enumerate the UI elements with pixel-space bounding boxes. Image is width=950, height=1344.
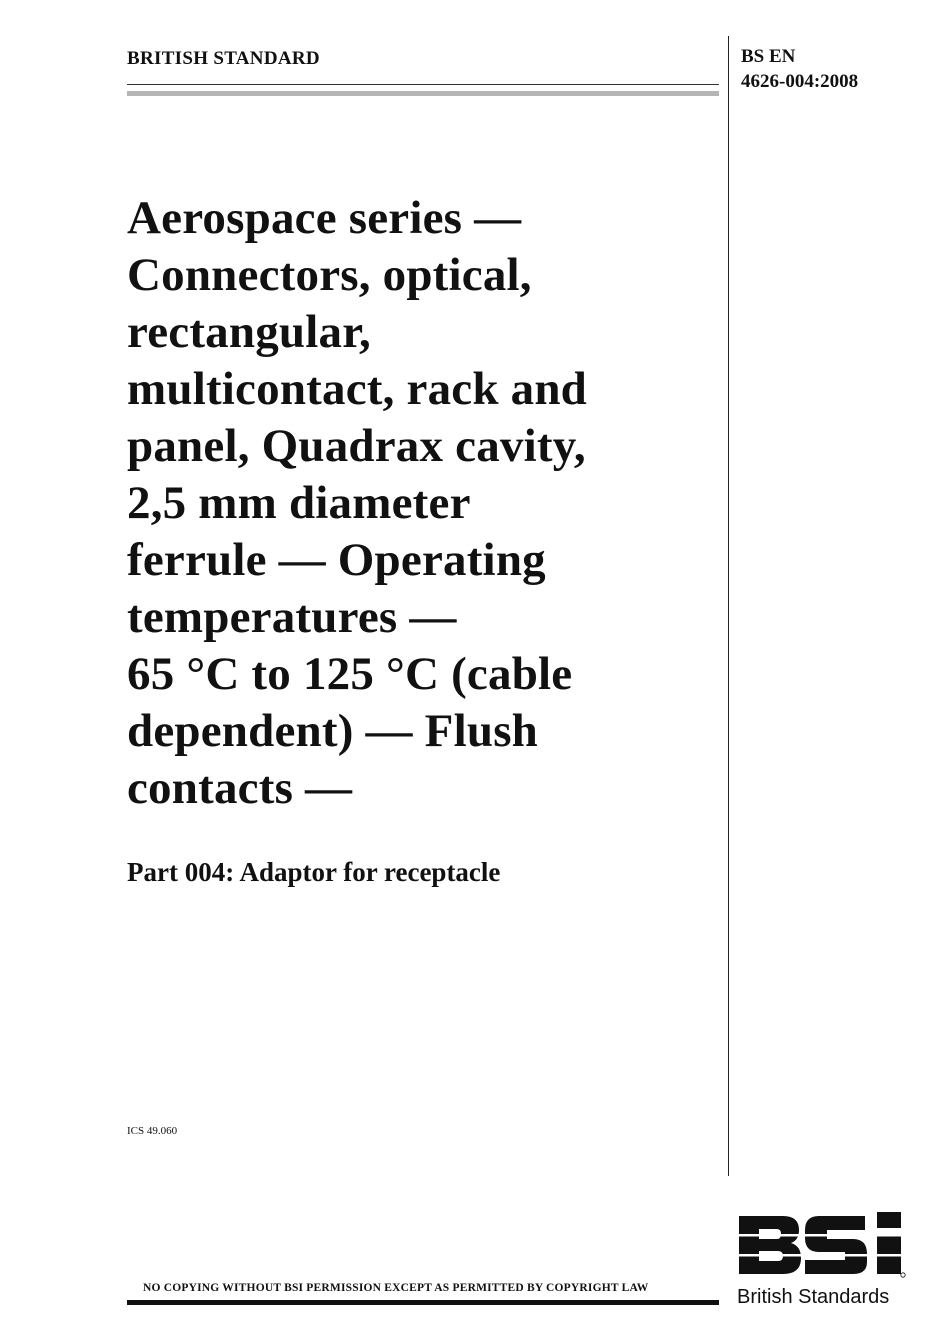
standard-number: [741, 44, 858, 94]
title-line: Connectors, optical,: [127, 249, 532, 301]
header-rule-thick: [127, 91, 719, 96]
vertical-divider: [728, 36, 729, 1176]
main-title: [127, 190, 717, 817]
title-line: Aerospace series —: [127, 192, 522, 244]
copyright-notice: NO COPYING WITHOUT BSI PERMISSION EXCEPT AS PERMITTED BY COPYRIGHT LAW: [143, 1282, 649, 1294]
bsi-logo-icon: [737, 1210, 907, 1278]
part-title: Part 004: Adaptor for receptacle: [127, 857, 501, 887]
title-line: ferrule — Operating: [127, 534, 546, 586]
title-line: dependent) — Flush: [127, 705, 539, 757]
title-line: multicontact, rack and: [127, 363, 588, 415]
header-rule-thin: [127, 84, 719, 85]
title-line: temperatures —: [127, 591, 457, 643]
title-line: 65 °C to 125 °C (cable: [127, 648, 573, 700]
ics-code: ICS 49.060: [127, 1125, 178, 1137]
title-line: panel, Quadrax cavity,: [127, 420, 586, 472]
standard-number-line2: 4626-004:2008: [741, 71, 859, 92]
footer-rule: [127, 1300, 719, 1305]
title-line: rectangular,: [127, 306, 371, 358]
document-type-label: BRITISH STANDARD: [127, 48, 320, 69]
logo-text: British Standards: [737, 1286, 890, 1308]
standard-number-line1: BS EN: [741, 46, 796, 67]
title-line: contacts —: [127, 762, 353, 814]
title-line: 2,5 mm diameter: [127, 477, 471, 529]
